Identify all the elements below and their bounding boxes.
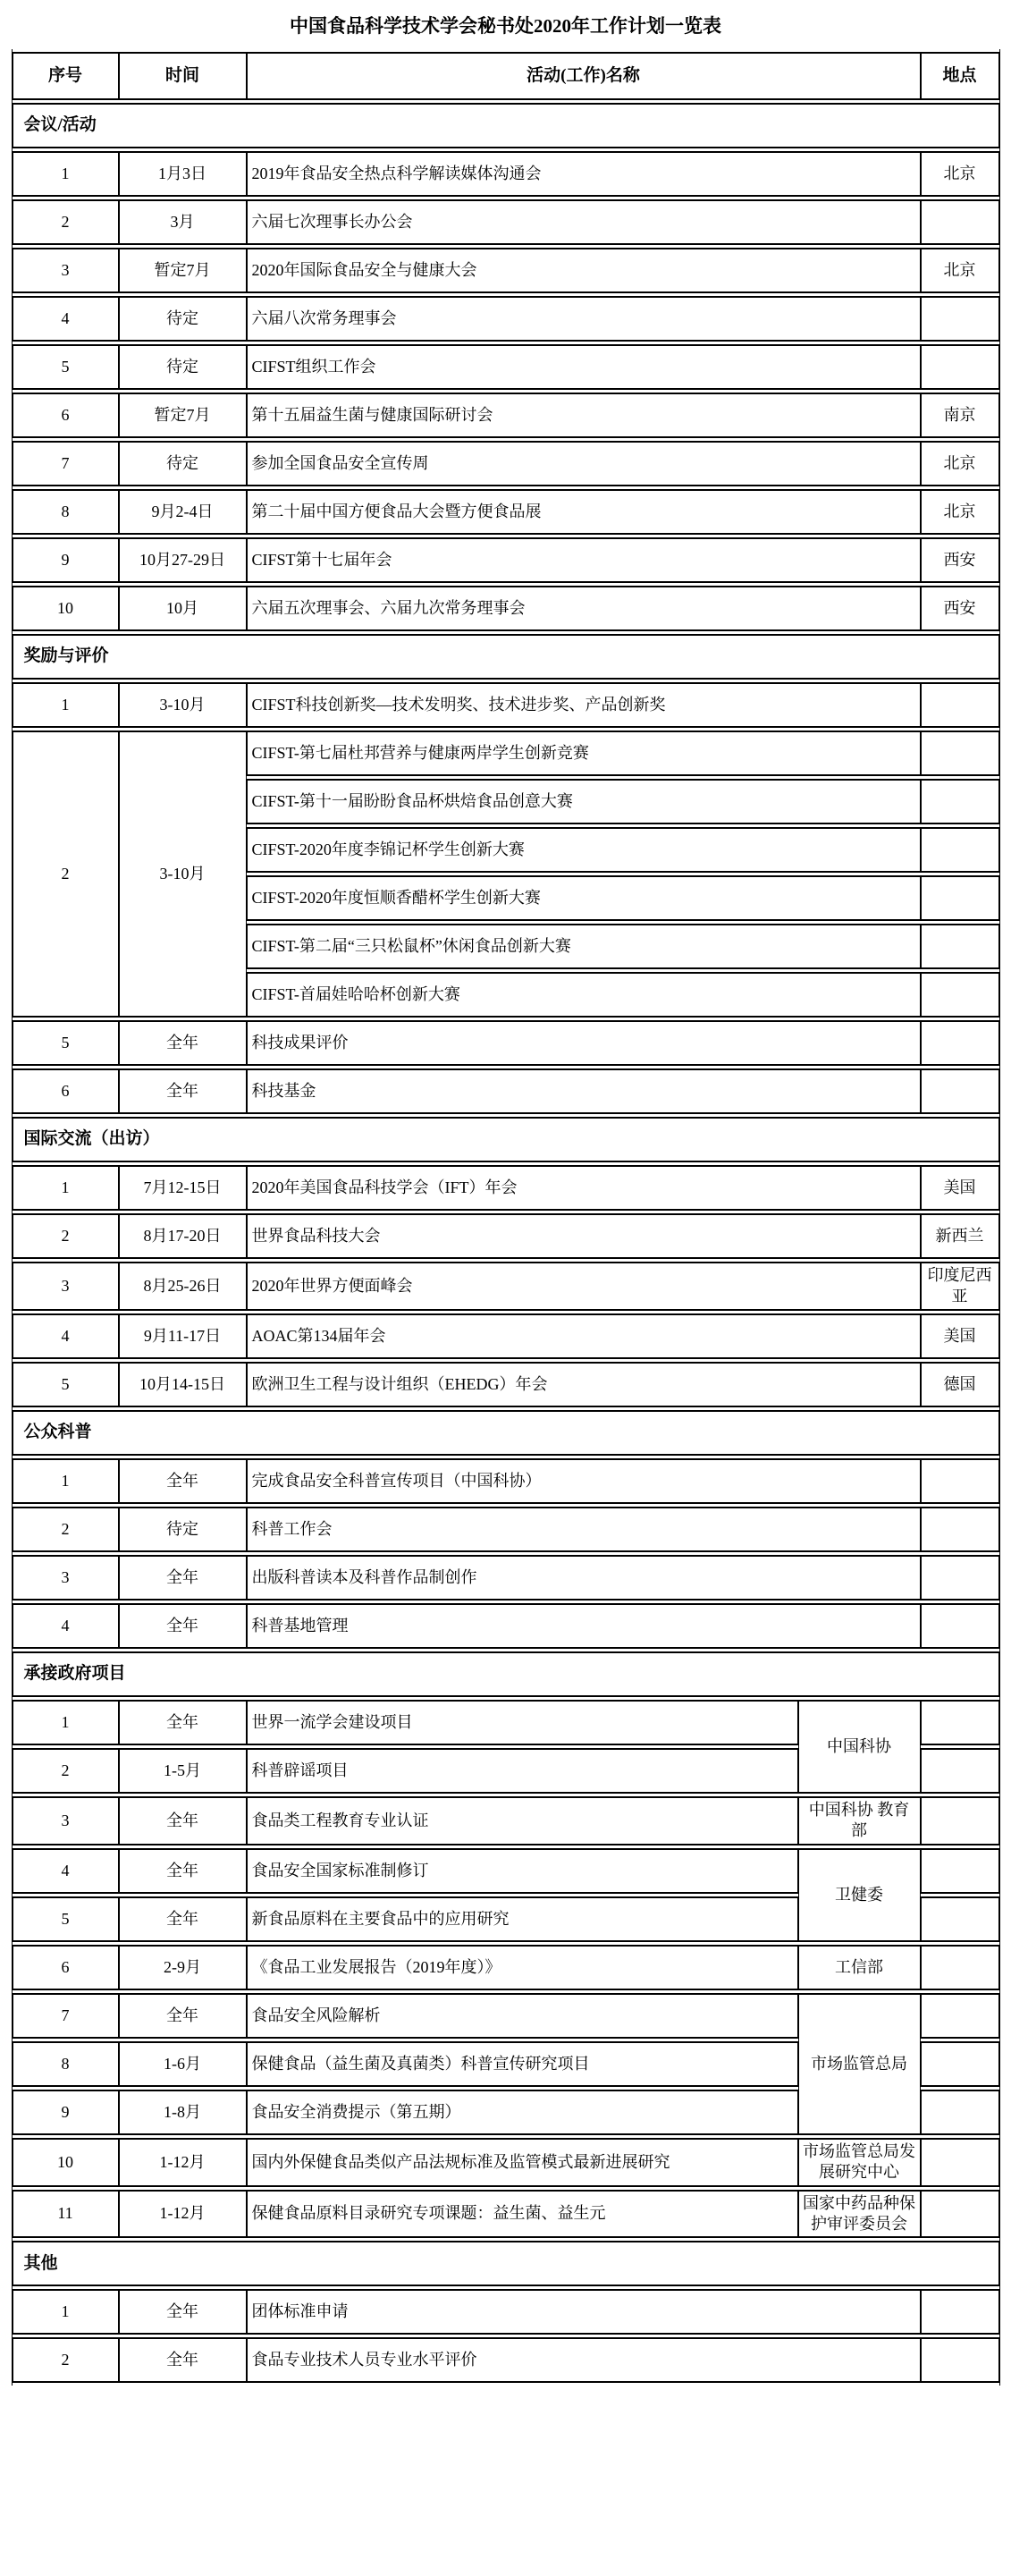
location-cell: [921, 924, 999, 969]
time-cell: 10月: [119, 586, 247, 631]
activity-cell: 保健食品原料目录研究专项课题：益生菌、益生元: [247, 2190, 798, 2239]
serial-cell: 1: [13, 1458, 119, 1504]
table-row: [13, 296, 999, 342]
serial-cell: 8: [13, 2041, 119, 2087]
location-cell: 北京: [921, 151, 999, 197]
department-cell: 工信部: [798, 1945, 921, 1990]
serial-cell: 4: [13, 296, 119, 342]
serial-cell: 5: [13, 1362, 119, 1407]
activity-cell: 食品安全风险解析: [247, 1993, 798, 2039]
serial-cell: 3: [13, 1262, 119, 1311]
time-cell: 待定: [119, 296, 247, 342]
time-cell: 待定: [119, 1507, 247, 1552]
location-cell: [921, 1068, 999, 1114]
section-label: 国际交流（出访）: [13, 1117, 999, 1162]
location-cell: [921, 827, 999, 873]
time-cell: 全年: [119, 1603, 247, 1649]
location-cell: [921, 1945, 999, 1990]
col-header-location: 地点: [921, 52, 999, 100]
table-row: [13, 537, 999, 583]
location-cell: [921, 2337, 999, 2383]
activity-cell: CIFST-2020年度李锦记杯学生创新大赛: [247, 827, 921, 873]
table-row: [13, 2337, 999, 2383]
table-row: [13, 1555, 999, 1600]
time-cell: 2-9月: [119, 1945, 247, 1990]
serial-cell: 7: [13, 1993, 119, 2039]
location-cell: [921, 1700, 999, 1745]
section-band: [13, 634, 999, 680]
time-cell: 3-10月: [119, 731, 247, 1018]
serial-cell: 5: [13, 1020, 119, 1066]
activity-cell: 科技成果评价: [247, 1020, 921, 1066]
table-row: [13, 1165, 999, 1211]
location-cell: 德国: [921, 1362, 999, 1407]
activity-cell: 科技基金: [247, 1068, 921, 1114]
location-cell: [921, 199, 999, 245]
time-cell: 全年: [119, 2337, 247, 2383]
location-cell: [921, 1555, 999, 1600]
table-row: [13, 1362, 999, 1407]
table-row: [13, 1507, 999, 1552]
serial-cell: 10: [13, 586, 119, 631]
time-cell: 全年: [119, 1700, 247, 1745]
time-cell: 8月17-20日: [119, 1213, 247, 1259]
serial-cell: 10: [13, 2138, 119, 2187]
serial-cell: 2: [13, 731, 119, 1018]
activity-cell: 团体标准申请: [247, 2289, 921, 2335]
activity-cell: 科普辟谣项目: [247, 1748, 798, 1794]
activity-cell: CIFST组织工作会: [247, 344, 921, 390]
activity-cell: CIFST-首届娃哈哈杯创新大赛: [247, 972, 921, 1018]
activity-cell: 完成食品安全科普宣传项目（中国科协）: [247, 1458, 921, 1504]
serial-cell: 3: [13, 1796, 119, 1845]
serial-cell: 3: [13, 1555, 119, 1600]
serial-cell: 5: [13, 1896, 119, 1942]
location-cell: [921, 731, 999, 776]
department-cell: 卫健委: [798, 1848, 921, 1942]
location-cell: [921, 1848, 999, 1894]
table-row: [13, 441, 999, 486]
serial-cell: 4: [13, 1603, 119, 1649]
activity-cell: 欧洲卫生工程与设计组织（EHEDG）年会: [247, 1362, 921, 1407]
location-cell: 美国: [921, 1165, 999, 1211]
activity-cell: 2020年世界方便面峰会: [247, 1262, 921, 1311]
location-cell: [921, 2041, 999, 2087]
serial-cell: 2: [13, 1507, 119, 1552]
location-cell: 新西兰: [921, 1213, 999, 1259]
time-cell: 全年: [119, 1796, 247, 1845]
activity-cell: 出版科普读本及科普作品制创作: [247, 1555, 921, 1600]
table-header-row: [13, 52, 999, 100]
serial-cell: 6: [13, 1068, 119, 1114]
time-cell: 3月: [119, 199, 247, 245]
department-cell: 中国科协 教育部: [798, 1796, 921, 1845]
location-cell: [921, 1603, 999, 1649]
page-title: 中国食品科学技术学会秘书处2020年工作计划一览表: [290, 15, 721, 37]
time-cell: 待定: [119, 344, 247, 390]
activity-cell: 科普工作会: [247, 1507, 921, 1552]
activity-cell: 世界一流学会建设项目: [247, 1700, 798, 1745]
serial-cell: 2: [13, 2337, 119, 2383]
location-cell: [921, 1748, 999, 1794]
time-cell: 全年: [119, 1068, 247, 1114]
table-row: [13, 344, 999, 390]
section-label: 其他: [13, 2241, 999, 2286]
activity-cell: AOAC第134届年会: [247, 1313, 921, 1359]
location-cell: [921, 344, 999, 390]
time-cell: 10月27-29日: [119, 537, 247, 583]
location-cell: 西安: [921, 537, 999, 583]
activity-cell: 六届五次理事会、六届九次常务理事会: [247, 586, 921, 631]
time-cell: 全年: [119, 1993, 247, 2039]
table-row: [13, 586, 999, 631]
activity-cell: 2020年国际食品安全与健康大会: [247, 248, 921, 293]
activity-cell: 新食品原料在主要食品中的应用研究: [247, 1896, 798, 1942]
time-cell: 3-10月: [119, 682, 247, 728]
serial-cell: 11: [13, 2190, 119, 2239]
serial-cell: 2: [13, 1213, 119, 1259]
location-cell: [921, 2138, 999, 2187]
table-row: [13, 2289, 999, 2335]
activity-cell: 第二十届中国方便食品大会暨方便食品展: [247, 489, 921, 535]
location-cell: [921, 296, 999, 342]
time-cell: 全年: [119, 1555, 247, 1600]
serial-cell: 4: [13, 1313, 119, 1359]
table-row: [13, 2138, 999, 2187]
section-band: [13, 2241, 999, 2286]
activity-cell: CIFST-第十一届盼盼食品杯烘焙食品创意大赛: [247, 779, 921, 824]
location-cell: [921, 2090, 999, 2135]
work-plan-table: [12, 49, 1000, 2386]
activity-cell: 保健食品（益生菌及真菌类）科普宣传研究项目: [247, 2041, 798, 2087]
location-cell: [921, 1458, 999, 1504]
location-cell: [921, 1507, 999, 1552]
time-cell: 待定: [119, 441, 247, 486]
serial-cell: 6: [13, 1945, 119, 1990]
col-header-activity: 活动(工作)名称: [247, 52, 921, 100]
time-cell: 1-5月: [119, 1748, 247, 1794]
col-header-time: 时间: [119, 52, 247, 100]
time-cell: 9月2-4日: [119, 489, 247, 535]
activity-cell: 六届七次理事长办公会: [247, 199, 921, 245]
serial-cell: 1: [13, 1700, 119, 1745]
activity-cell: 《食品工业发展报告（2019年度）》: [247, 1945, 798, 1990]
activity-cell: 食品专业技术人员专业水平评价: [247, 2337, 921, 2383]
section-label: 会议/活动: [13, 103, 999, 148]
serial-cell: 3: [13, 248, 119, 293]
time-cell: 全年: [119, 1896, 247, 1942]
serial-cell: 9: [13, 2090, 119, 2135]
location-cell: [921, 1796, 999, 1845]
section-label: 奖励与评价: [13, 634, 999, 680]
table-row: [13, 1213, 999, 1259]
location-cell: [921, 2190, 999, 2239]
location-cell: 印度尼西亚: [921, 1262, 999, 1311]
time-cell: 全年: [119, 1848, 247, 1894]
section-band: [13, 1651, 999, 1697]
table-row: [13, 199, 999, 245]
table-row: [13, 151, 999, 197]
activity-cell: CIFST科技创新奖—技术发明奖、技术进步奖、产品创新奖: [247, 682, 921, 728]
section-band: [13, 1410, 999, 1456]
table-row: [13, 1458, 999, 1504]
location-cell: [921, 972, 999, 1018]
location-cell: 西安: [921, 586, 999, 631]
activity-cell: CIFST-2020年度恒顺香醋杯学生创新大赛: [247, 875, 921, 921]
time-cell: 7月12-15日: [119, 1165, 247, 1211]
time-cell: 1-8月: [119, 2090, 247, 2135]
time-cell: 1月3日: [119, 151, 247, 197]
time-cell: 8月25-26日: [119, 1262, 247, 1311]
serial-cell: 7: [13, 441, 119, 486]
location-cell: [921, 875, 999, 921]
table-row: [13, 1700, 999, 1745]
table-row: [13, 1848, 999, 1894]
table-row: [13, 2190, 999, 2239]
serial-cell: 1: [13, 1165, 119, 1211]
time-cell: 10月14-15日: [119, 1362, 247, 1407]
table-row: [13, 682, 999, 728]
time-cell: 1-12月: [119, 2138, 247, 2187]
section-label: 公众科普: [13, 1410, 999, 1456]
activity-cell: 食品安全消费提示（第五期）: [247, 2090, 798, 2135]
time-cell: 暂定7月: [119, 393, 247, 438]
time-cell: 9月11-17日: [119, 1313, 247, 1359]
table-row: [13, 248, 999, 293]
col-header-serial: 序号: [13, 52, 119, 100]
location-cell: 北京: [921, 489, 999, 535]
section-label: 承接政府项目: [13, 1651, 999, 1697]
activity-cell: CIFST-第二届“三只松鼠杯”休闲食品创新大赛: [247, 924, 921, 969]
time-cell: 暂定7月: [119, 248, 247, 293]
activity-cell: CIFST-第七届杜邦营养与健康两岸学生创新竞赛: [247, 731, 921, 776]
location-cell: [921, 2289, 999, 2335]
activity-cell: 科普基地管理: [247, 1603, 921, 1649]
serial-cell: 2: [13, 1748, 119, 1794]
department-cell: 市场监管总局发展研究中心: [798, 2138, 921, 2187]
serial-cell: 8: [13, 489, 119, 535]
location-cell: 美国: [921, 1313, 999, 1359]
activity-cell: 食品类工程教育专业认证: [247, 1796, 798, 1845]
table-row: [13, 393, 999, 438]
location-cell: [921, 1020, 999, 1066]
location-cell: 北京: [921, 248, 999, 293]
time-cell: 全年: [119, 2289, 247, 2335]
time-cell: 1-6月: [119, 2041, 247, 2087]
table-row: [13, 1020, 999, 1066]
location-cell: [921, 1993, 999, 2039]
serial-cell: 9: [13, 537, 119, 583]
table-row: [13, 1603, 999, 1649]
section-band: [13, 103, 999, 148]
table-row: [13, 489, 999, 535]
activity-cell: 参加全国食品安全宣传周: [247, 441, 921, 486]
table-row: [13, 1262, 999, 1311]
department-cell: 国家中药品种保护审评委员会: [798, 2190, 921, 2239]
table-row: [13, 1068, 999, 1114]
time-cell: 全年: [119, 1020, 247, 1066]
serial-cell: 4: [13, 1848, 119, 1894]
serial-cell: 6: [13, 393, 119, 438]
activity-cell: 2020年美国食品科技学会（IFT）年会: [247, 1165, 921, 1211]
time-cell: 1-12月: [119, 2190, 247, 2239]
location-cell: [921, 779, 999, 824]
serial-cell: 1: [13, 2289, 119, 2335]
location-cell: [921, 1896, 999, 1942]
serial-cell: 1: [13, 682, 119, 728]
activity-cell: 第十五届益生菌与健康国际研讨会: [247, 393, 921, 438]
time-cell: 全年: [119, 1458, 247, 1504]
location-cell: [921, 682, 999, 728]
department-cell: 中国科协: [798, 1700, 921, 1794]
table-row: [13, 1945, 999, 1990]
serial-cell: 1: [13, 151, 119, 197]
location-cell: 北京: [921, 441, 999, 486]
department-cell: 市场监管总局: [798, 1993, 921, 2135]
activity-cell: 2019年食品安全热点科学解读媒体沟通会: [247, 151, 921, 197]
serial-cell: 2: [13, 199, 119, 245]
activity-cell: 食品安全国家标准制修订: [247, 1848, 798, 1894]
table-row: [13, 731, 999, 776]
table-row: [13, 1313, 999, 1359]
table-row: [13, 1993, 999, 2039]
activity-cell: 世界食品科技大会: [247, 1213, 921, 1259]
table-row: [13, 1796, 999, 1845]
activity-cell: 六届八次常务理事会: [247, 296, 921, 342]
location-cell: 南京: [921, 393, 999, 438]
serial-cell: 5: [13, 344, 119, 390]
activity-cell: CIFST第十七届年会: [247, 537, 921, 583]
section-band: [13, 1117, 999, 1162]
activity-cell: 国内外保健食品类似产品法规标准及监管模式最新进展研究: [247, 2138, 798, 2187]
